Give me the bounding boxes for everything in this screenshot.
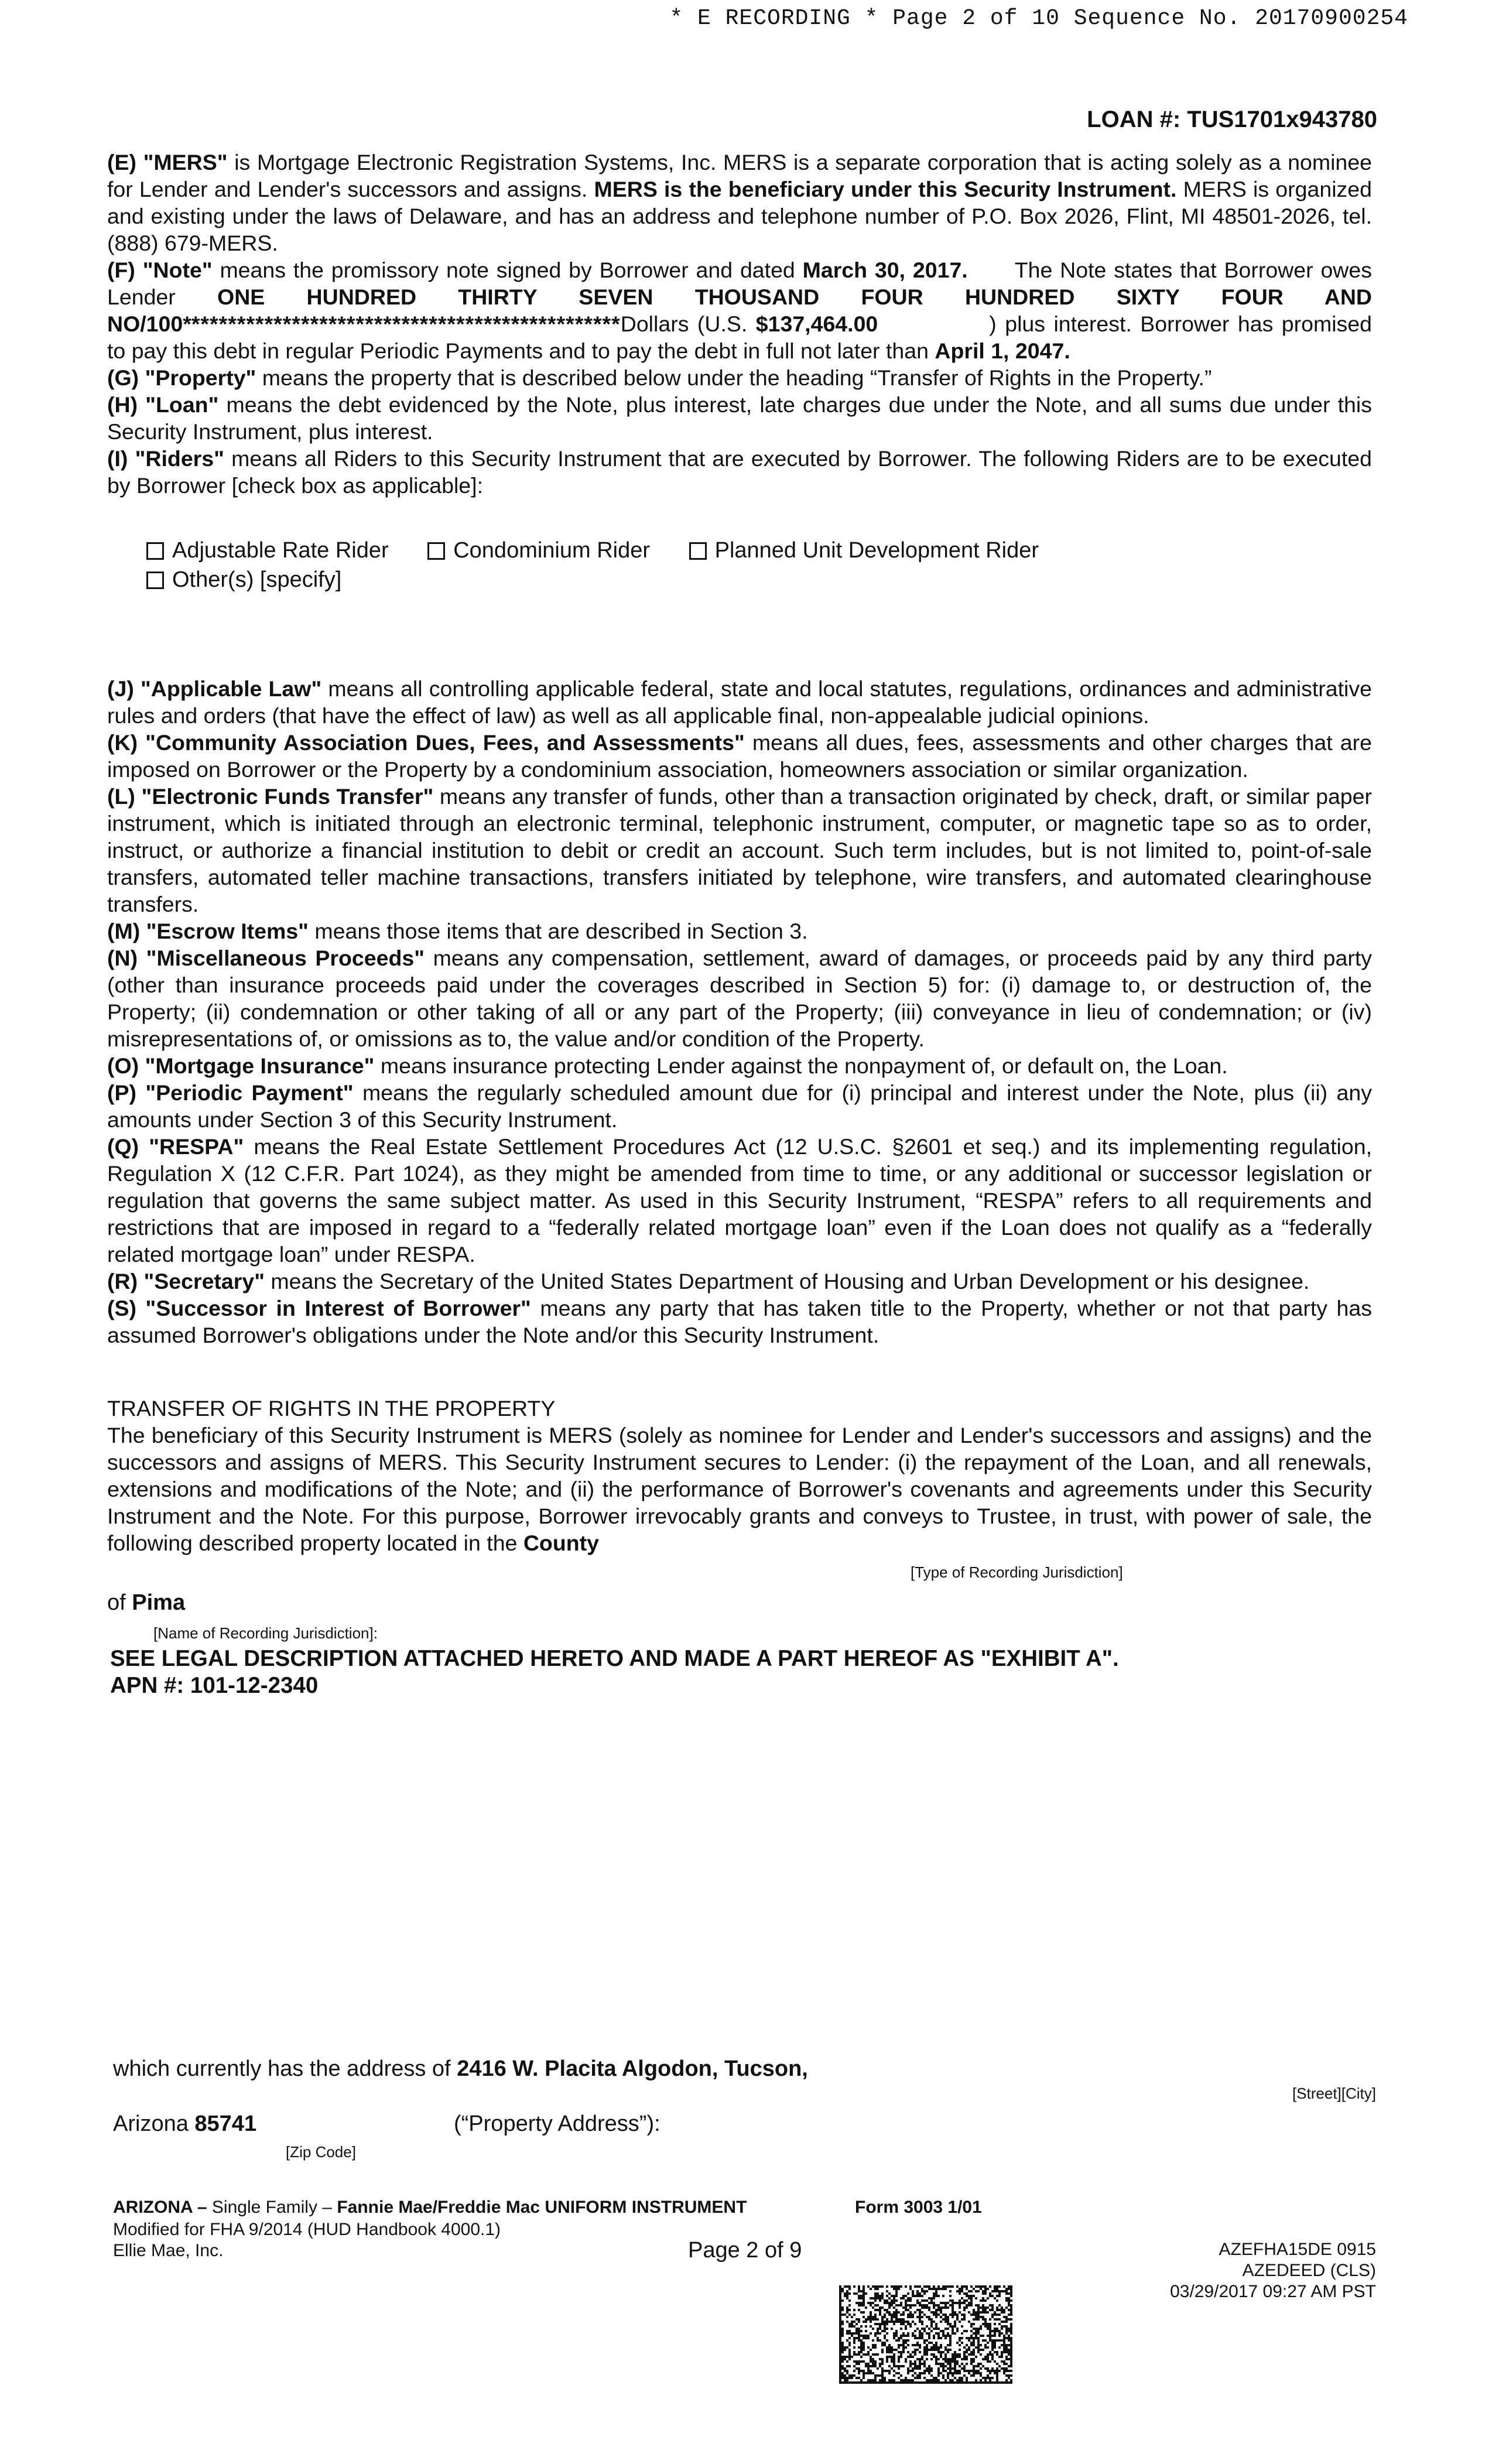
- checkbox-icon[interactable]: [689, 542, 707, 560]
- definition-label: (R) "Secretary": [107, 1269, 265, 1293]
- definition-text: plus interest. Borrower has promised to pay this debt in regular Periodic Payments and to pay the debt in full not later than: [107, 312, 1372, 363]
- definition-o: [107, 1052, 1372, 1079]
- definition-f: (F) "Note" means the promissory note signed by Borrower and dated March 30, 2017. The Note states that Borrower owes Lender ONE HUNDRED THIRTY SEVEN THOUSAND FOUR HUNDRED SIXTY FOUR AND NO/100************************************************Dollars (U.S. $137,464.00 ) plus interest. Borrower has promised to pay this debt in regular Periodic Payments and to pay the debt in full not later than April 1, 2047.: [107, 258, 1372, 363]
- address-intro: which currently has the address of: [113, 2056, 457, 2081]
- definition-s: [107, 1295, 1372, 1349]
- definition-k: [107, 729, 1372, 783]
- property-address-label: (“Property Address”):: [454, 2111, 660, 2136]
- form-type: Single Family –: [211, 2198, 337, 2217]
- definition-text: means the debt evidenced by the Note, plus interest, late charges due under the Note, and all sums due under this Security Instrument, plus interest.: [107, 392, 1372, 444]
- definition-text: means all Riders to this Security Instrument that are executed by Borrower. The following Riders are to be executed by Borrower [check box as applicable]:: [107, 446, 1372, 498]
- deed-code: AZEDEED (CLS): [1242, 2261, 1376, 2280]
- loan-amount: $137,464.00: [755, 312, 878, 336]
- jurisdiction-name-caption: [Name of Recording Jurisdiction]:: [153, 1624, 378, 1642]
- riders-checklist: [146, 536, 1072, 594]
- form-publisher: Ellie Mae, Inc.: [113, 2241, 224, 2260]
- definition-label: (F) "Note": [107, 258, 213, 282]
- form-state: ARIZONA –: [113, 2198, 212, 2217]
- maturity-date: April 1, 2047.: [935, 338, 1070, 363]
- definition-label: (O) "Mortgage Insurance": [107, 1053, 375, 1078]
- form-title: [113, 2197, 747, 2218]
- definition-text: means those items that are described in Section 3.: [308, 919, 808, 943]
- state: Arizona: [113, 2111, 195, 2136]
- form-instrument: Fannie Mae/Freddie Mac UNIFORM INSTRUMENT: [337, 2198, 747, 2217]
- definition-label: (N) "Miscellaneous Proceeds": [107, 946, 425, 970]
- definition-m: [107, 918, 1372, 944]
- rider-condominium[interactable]: [427, 536, 650, 565]
- definitions-e-i: [107, 149, 1372, 499]
- loan-amount-words: ONE HUNDRED THIRTY SEVEN THOUSAND FOUR HUNDRED SIXTY FOUR AND NO/100*: [107, 285, 1372, 336]
- definition-label: (L) "Electronic Funds Transfer": [107, 784, 434, 809]
- address-line: [113, 2056, 808, 2082]
- definition-l: [107, 783, 1372, 918]
- jurisdiction-name: Pima: [132, 1590, 186, 1615]
- definition-text: MERS is organized and existing under the laws of Delaware, and has an address and telephone number of P.O. Box 2026, Flint, MI 48501-2026, tel. (888) 679-MERS.: [107, 177, 1372, 255]
- definition-text: means insurance protecting Lender against the nonpayment of, or default on, the Loan.: [374, 1053, 1228, 1078]
- definition-label: (S) "Successor in Interest of Borrower": [107, 1296, 531, 1320]
- definition-label: (M) "Escrow Items": [107, 919, 309, 943]
- definition-text: means all controlling applicable federal, state and local statutes, regulations, ordinances and administrative rules and orders (that have the effect of law) as well as all applicable final, non-appealable judicial opinions.: [107, 676, 1372, 728]
- rider-label: Condominium Rider: [453, 538, 651, 563]
- definition-text: means the Real Estate Settlement Procedures Act (12 U.S.C. §2601 et seq.) and its implementing regulation, Regulation X (12 C.F.R. Part 1024), as they might be amended from time to time, or any additional or successor legislation or regulation that governs the same subject matter. As used in this Security Instrument, “RESPA” refers to all requirements and restrictions that are imposed in regard to a “federally related mortgage loan” even if the Loan does not qualify as a “federally related mortgage loan” under RESPA.: [107, 1134, 1372, 1267]
- legal-description: SEE LEGAL DESCRIPTION ATTACHED HERETO AND MADE A PART HEREOF AS "EXHIBIT A".: [110, 1646, 1119, 1671]
- definition-text: means any transfer of funds, other than a transaction originated by check, draft, or similar paper instrument, which is initiated through an electronic terminal, telephonic instrument, computer, or magnetic tape so as to order, instruct, or authorize a financial institution to debit or credit an account. Such term includes, but is not limited to, point-of-sale transfers, automated teller machine transactions, transfers initiated by telephone, wire transfers, and automated clearinghouse transfers.: [107, 784, 1372, 916]
- rider-other[interactable]: [146, 565, 341, 594]
- form-code: AZEFHA15DE 0915: [1219, 2240, 1376, 2259]
- definition-text: is Mortgage Electronic Registration Systems, Inc. MERS is a separate corporation that is acting solely as a nominee for Lender and Lender's successors and assigns.: [107, 150, 1372, 201]
- apn-number: APN #: 101-12-2340: [110, 1673, 319, 1698]
- definition-r: [107, 1268, 1372, 1295]
- definition-text: Dollars (U.S.: [620, 312, 756, 336]
- definition-text: means any compensation, settlement, award of damages, or proceeds paid by any third party (other than insurance proceeds paid under the coverages described in Section 5) for: (i) damage to, or destruction of, the Property; (ii) condemnation or other taking of all or any part of the Property; (iii) conveyance in lieu of condemnation; or (iv) misrepresentations of, or omissions as to, the value and/or condition of the Property.: [107, 946, 1372, 1051]
- jurisdiction-name-line: [107, 1590, 185, 1616]
- recording-line: * E RECORDING * Page 2 of 10 Sequence No. 20170900254: [669, 6, 1408, 31]
- definition-i: [107, 445, 1372, 499]
- definition-text: The Note states that Borrower owes Lender: [107, 258, 1372, 309]
- footer-codes: [1170, 2239, 1376, 2302]
- zip-code: 85741: [194, 2111, 257, 2136]
- definition-label: (I) "Riders": [107, 446, 224, 471]
- rider-label: Adjustable Rate Rider: [172, 538, 389, 563]
- definitions-j-s: [107, 675, 1372, 1349]
- definition-text: means any party that has taken title to the Property, whether or not that party has assumed Borrower's obligations under the Note and/or this Security Instrument.: [107, 1296, 1372, 1347]
- barcode-icon: [839, 2285, 1012, 2384]
- definition-text: means all dues, fees, assessments and other charges that are imposed on Borrower or the Property by a condominium association, homeowners association or similar organization.: [107, 730, 1372, 782]
- of-label: of: [107, 1590, 132, 1615]
- definition-label: (J) "Applicable Law": [107, 676, 322, 701]
- transfer-text: The beneficiary of this Security Instrument is MERS (solely as nominee for Lender and Lender's successors and assigns) and the successors and assigns of MERS. This Security Instrument secures to Lender: (i) the repayment of the Loan, and all renewals, extensions and modifications of the Note; and (ii) the performance of Borrower's covenants and agreements under this Security Instrument and the Note. For this purpose, Borrower irrevocably grants and conveys to Trustee, in trust, with power of sale, the following described property located in the: [107, 1423, 1372, 1555]
- zip-code-caption: [Zip Code]: [286, 2143, 356, 2161]
- rider-adjustable-rate[interactable]: [146, 536, 389, 565]
- checkbox-icon[interactable]: [427, 542, 445, 560]
- jurisdiction-type-caption: [Type of Recording Jurisdiction]: [911, 1563, 1123, 1581]
- definition-text: means the regularly scheduled amount due for (i) principal and interest under the Note, plus (ii) any amounts under Section 3 of this Security Instrument.: [107, 1080, 1372, 1132]
- transfer-paragraph: [107, 1422, 1372, 1556]
- page-number: Page 2 of 9: [688, 2238, 802, 2263]
- definition-e: [107, 149, 1372, 256]
- definition-label: (G) "Property": [107, 365, 256, 390]
- definition-text: means the property that is described below under the heading “Transfer of Rights in the Property.”: [256, 365, 1212, 390]
- definition-n: [107, 944, 1372, 1052]
- definition-text: means the Secretary of the United States Department of Housing and Urban Development or his designee.: [265, 1269, 1310, 1293]
- transfer-of-rights-section: [107, 1395, 1372, 1556]
- recording-header: [0, 6, 1499, 31]
- rider-planned-unit-development[interactable]: [689, 536, 1039, 565]
- definition-p: [107, 1079, 1372, 1133]
- checkbox-icon[interactable]: [146, 542, 164, 560]
- rider-label: Planned Unit Development Rider: [714, 538, 1039, 563]
- jurisdiction-type: County: [523, 1531, 599, 1555]
- state-zip-line: [113, 2111, 256, 2137]
- definition-j: [107, 675, 1372, 729]
- rider-label: Other(s) [specify]: [172, 567, 342, 592]
- checkbox-icon[interactable]: [146, 571, 164, 589]
- definition-g: [107, 364, 1372, 391]
- form-modified: Modified for FHA 9/2014 (HUD Handbook 4000.1): [113, 2220, 501, 2239]
- definition-label: (P) "Periodic Payment": [107, 1080, 354, 1105]
- street-city-caption: [Street][City]: [1292, 2085, 1376, 2102]
- definition-label: (Q) "RESPA": [107, 1134, 244, 1159]
- definition-text: means the promissory note signed by Borrower and dated: [212, 258, 803, 282]
- definition-label: (K) "Community Association Dues, Fees, and Assessments": [107, 730, 745, 755]
- transfer-heading: TRANSFER OF RIGHTS IN THE PROPERTY: [107, 1396, 556, 1421]
- form-number: Form 3003 1/01: [855, 2198, 982, 2217]
- mers-beneficiary-statement: MERS is the beneficiary under this Security Instrument.: [594, 177, 1177, 201]
- street-city: 2416 W. Placita Algodon, Tucson,: [457, 2056, 808, 2081]
- definition-h: [107, 391, 1372, 445]
- definition-label: (E) "MERS": [107, 150, 228, 174]
- definition-q: [107, 1133, 1372, 1268]
- note-date: March 30, 2017.: [802, 258, 968, 282]
- star-filler: ***********************************************: [191, 312, 621, 336]
- definition-label: (H) "Loan": [107, 392, 219, 417]
- loan-number: LOAN #: TUS1701x943780: [1087, 107, 1377, 132]
- print-timestamp: 03/29/2017 09:27 AM PST: [1170, 2282, 1376, 2301]
